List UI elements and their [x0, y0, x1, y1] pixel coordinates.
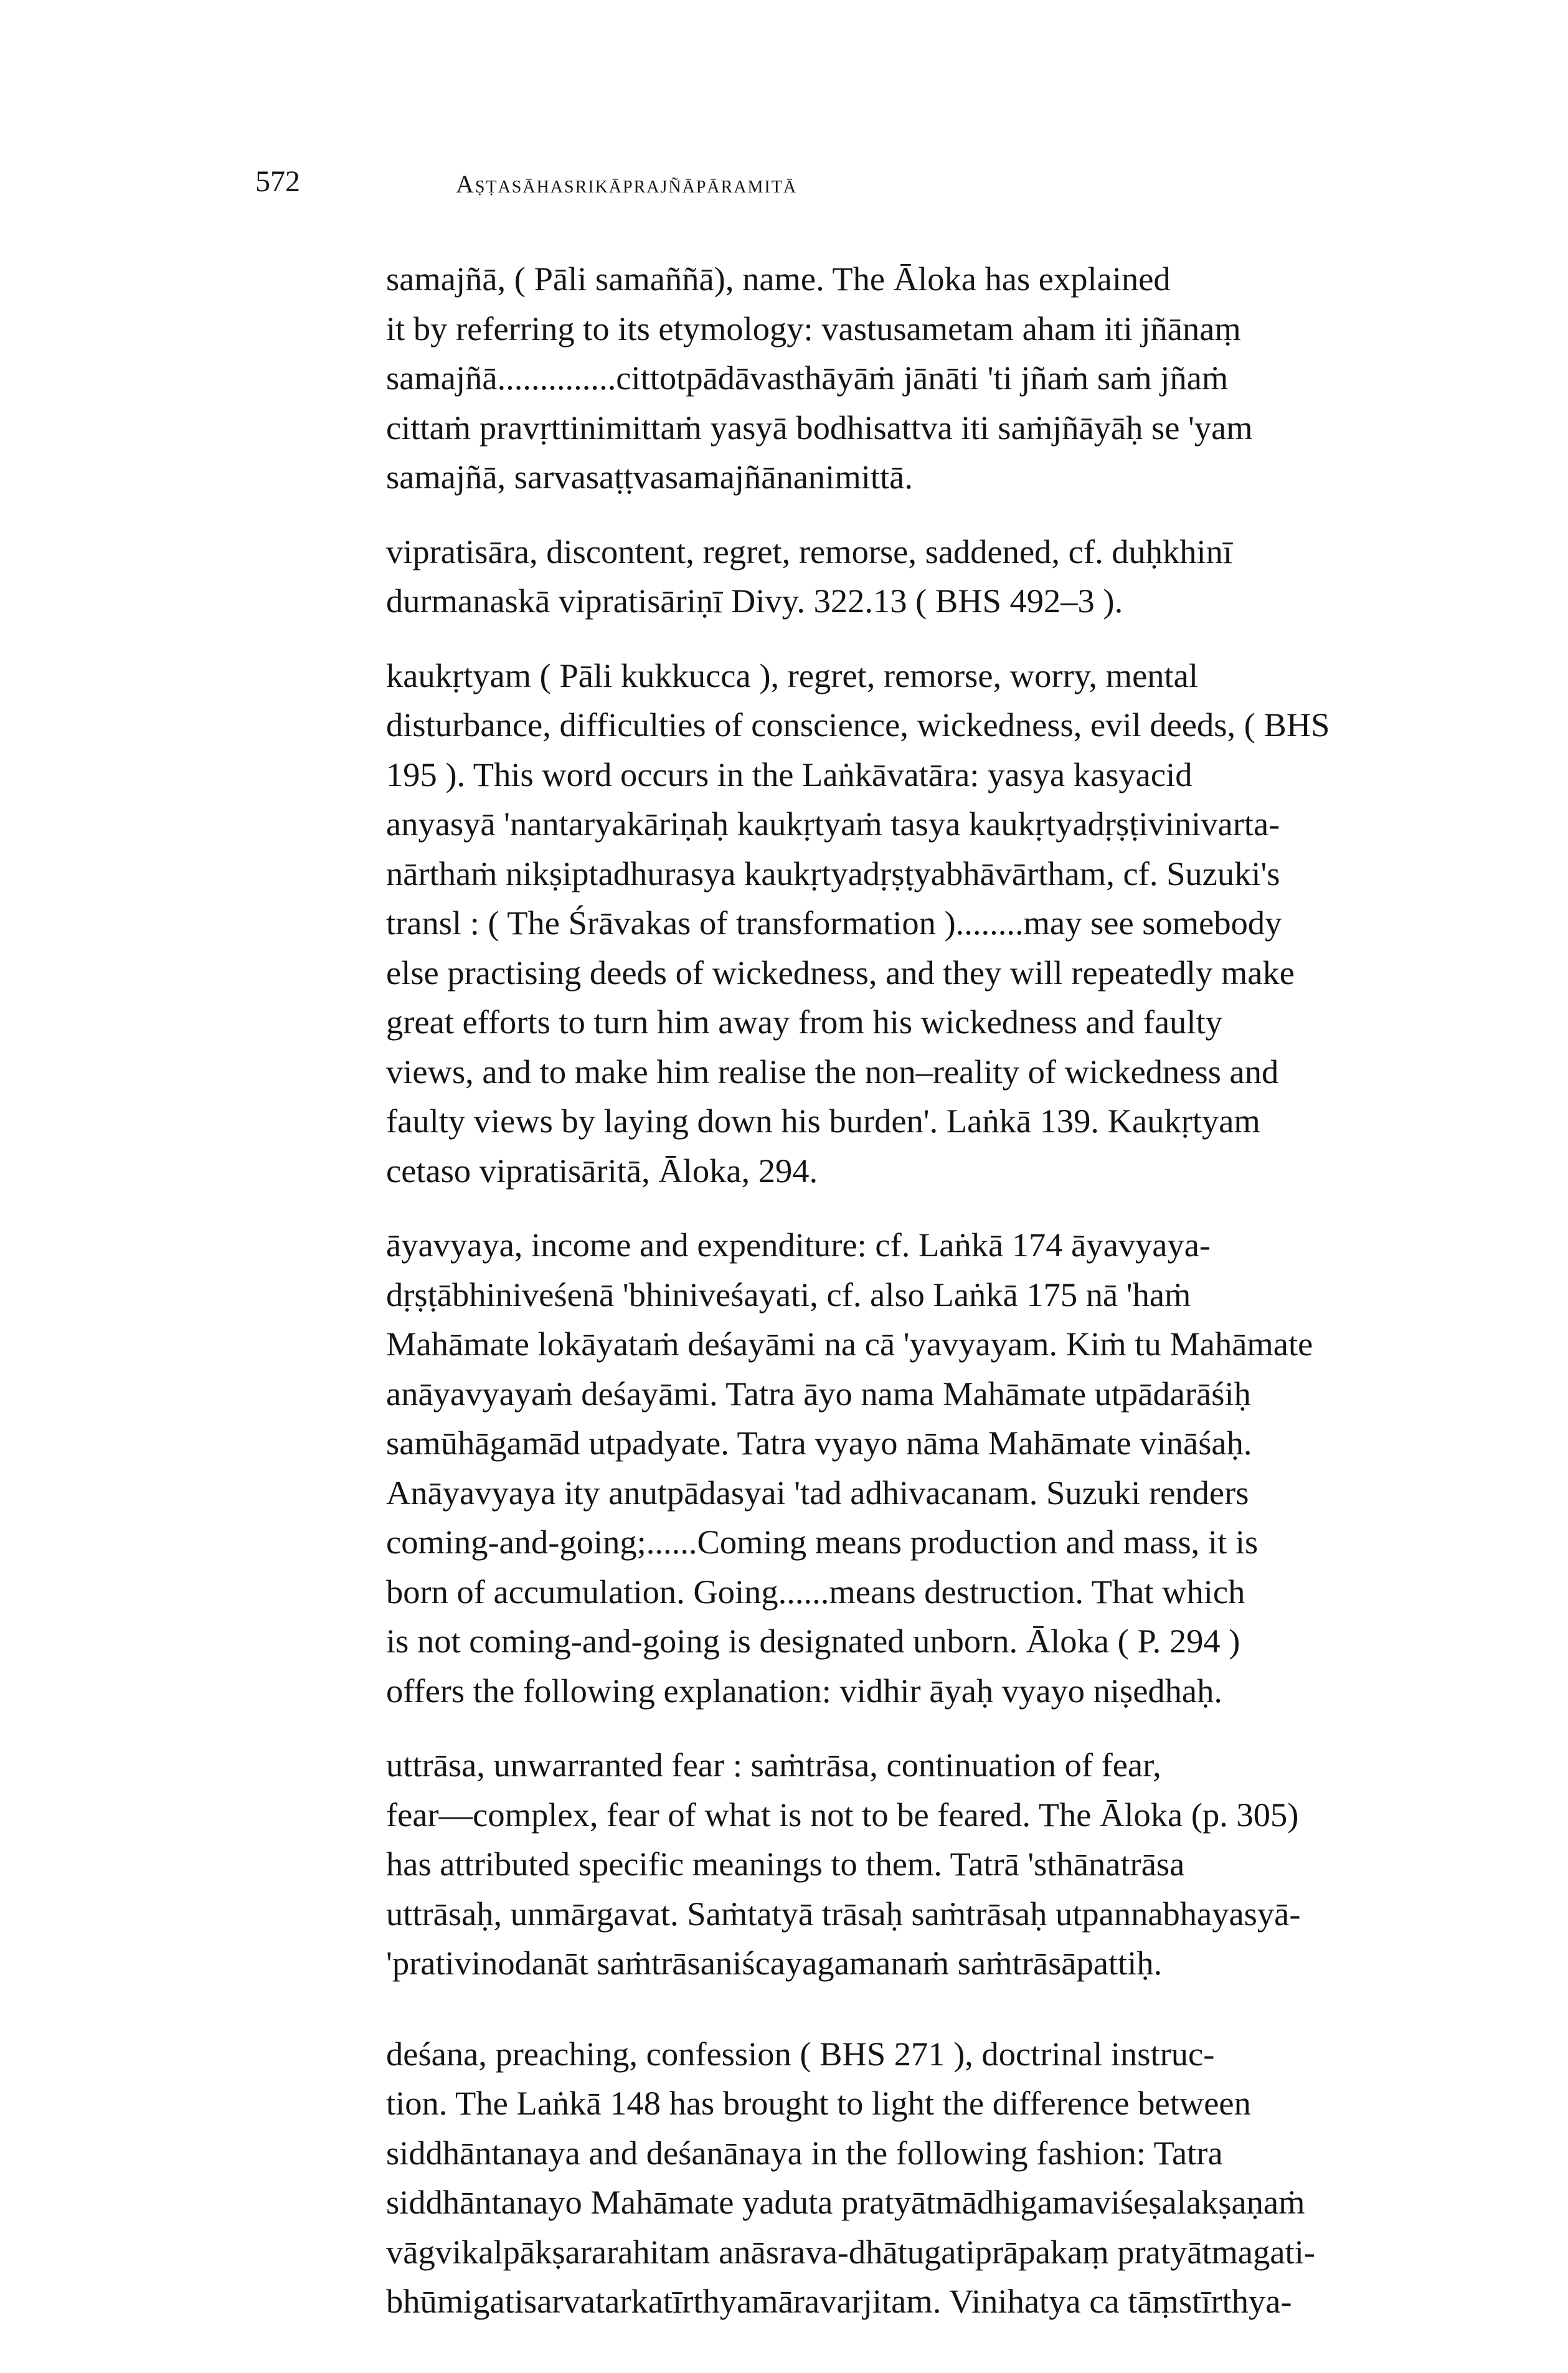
- text-line: samajñā, sarvasaṭṭvasamajñānanimittā.: [386, 458, 913, 496]
- text-line: has attributed specific meanings to them. Tatrā 'sthānatrāsa: [386, 1845, 1185, 1883]
- entry-kaukrtyam: [257, 651, 1446, 1196]
- text-line: dṛṣṭābhiniveśenā 'bhiniveśayati, cf. also Laṅkā 175 nā 'haṁ: [386, 1275, 1191, 1314]
- text-line: uttrāsa, unwarranted fear : saṁtrāsa, continuation of fear,: [386, 1746, 1161, 1784]
- text-line: faulty views by laying down his burden'. Laṅkā 139. Kaukṛtyam: [386, 1102, 1260, 1140]
- text-line: vāgvikalpākṣararahitam anāsrava-dhātugatiprāpakaṃ pratyātmagati-: [386, 2232, 1315, 2271]
- entry-samajna: [257, 254, 1446, 502]
- text-line: anyasyā 'nantaryakāriṇaḥ kaukṛtyaṁ tasya kaukṛtyadṛṣṭivinivarta-: [386, 805, 1280, 843]
- entry-desana: [257, 2029, 1446, 2326]
- text-line: siddhāntanaya and deśanānaya in the following fashion: Tatra: [386, 2133, 1223, 2172]
- text-line: samajñā, ( Pāli samaññā), name. The Āloka has explained: [386, 260, 1171, 298]
- text-line: offers the following explanation: vidhir āyaḥ vyayo niṣedhaḥ.: [386, 1671, 1222, 1710]
- text-line: 195 ). This word occurs in the Laṅkāvatāra: yasya kasyacid: [386, 755, 1193, 793]
- text-line: Mahāmate lokāyataṁ deśayāmi na cā 'yavyayam. Kiṁ tu Mahāmate: [386, 1325, 1313, 1363]
- entry-vipratisara: [257, 527, 1446, 626]
- text-line: uttrāsaḥ, unmārgavat. Saṁtatyā trāsaḥ saṁtrāsaḥ utpannabhayasyā-: [386, 1894, 1301, 1933]
- text-line: kaukṛtyam ( Pāli kukkucca ), regret, remorse, worry, mental: [386, 656, 1198, 694]
- text-line: fear—complex, fear of what is not to be feared. The Āloka (p. 305): [386, 1795, 1299, 1834]
- page-number: 572: [255, 165, 300, 198]
- text-line: bhūmigatisarvatarkatīrthyamāravarjitam. Vinihatya ca tāṃstīrthya-: [386, 2282, 1292, 2320]
- text-line: deśana, preaching, confession ( BHS 271 ), doctrinal instruc-: [386, 2034, 1215, 2073]
- text-line: born of accumulation. Going......means destruction. That which: [386, 1572, 1245, 1611]
- body-text: [257, 254, 1446, 2326]
- page-header: [255, 163, 1438, 207]
- text-line: siddhāntanayo Mahāmate yaduta pratyātmādhigamaviśeṣalakṣaṇaṁ: [386, 2183, 1305, 2221]
- text-line: is not coming-and-going is designated unborn. Āloka ( P. 294 ): [386, 1622, 1240, 1660]
- text-line: it by referring to its etymology: vastusametam aham iti jñānaṃ: [386, 309, 1241, 348]
- text-line: else practising deeds of wickedness, and they will repeatedly make: [386, 953, 1295, 992]
- text-line: cittaṁ pravṛttinimittaṁ yasyā bodhisattva iti saṁjñāyāḥ se 'yam: [386, 408, 1253, 447]
- text-line: nārthaṁ nikṣiptadhurasya kaukṛtyadṛṣṭyabhāvārtham, cf. Suzuki's: [386, 854, 1280, 893]
- text-line: great efforts to turn him away from his wickedness and faulty: [386, 1003, 1222, 1041]
- text-line: āyavyaya, income and expenditure: cf. Laṅkā 174 āyavyaya-: [386, 1226, 1211, 1264]
- text-line: anāyavyayaṁ deśayāmi. Tatra āyo nama Mahāmate utpādarāśiḥ: [386, 1374, 1251, 1413]
- entry-ayavyaya: [257, 1220, 1446, 1715]
- text-line: samūhāgamād utpadyate. Tatra vyayo nāma Mahāmate vināśaḥ.: [386, 1424, 1252, 1462]
- text-line: durmanaskā vipratisāriṇī Divy. 322.13 ( BHS 492–3 ).: [386, 582, 1123, 620]
- text-line: vipratisāra, discontent, regret, remorse, saddened, cf. duḥkhinī: [386, 532, 1233, 571]
- text-line: coming-and-going;......Coming means production and mass, it is: [386, 1523, 1259, 1561]
- text-line: samajñā..............cittotpādāvasthāyāṁ jānāti 'ti jñaṁ saṁ jñaṁ: [386, 359, 1229, 397]
- text-line: 'prativinodanāt saṁtrāsaniścayagamanaṁ saṁtrāsāpattiḥ.: [386, 1944, 1163, 1982]
- text-line: Anāyavyaya ity anutpādasyai 'tad adhivacanam. Suzuki renders: [386, 1473, 1249, 1512]
- text-line: transl : ( The Śrāvakas of transformation )........may see somebody: [386, 904, 1282, 942]
- text-line: tion. The Laṅkā 148 has brought to light the difference between: [386, 2084, 1251, 2122]
- entry-uttrasa: [257, 1740, 1446, 1988]
- text-line: views, and to make him realise the non–reality of wickedness and: [386, 1052, 1279, 1091]
- text-line: cetaso vipratisāritā, Āloka, 294.: [386, 1151, 818, 1190]
- text-line: disturbance, difficulties of conscience, wickedness, evil deeds, ( BHS: [386, 706, 1330, 744]
- running-title: Aṣṭasāhasrikāprajñāpāramitā: [456, 170, 798, 198]
